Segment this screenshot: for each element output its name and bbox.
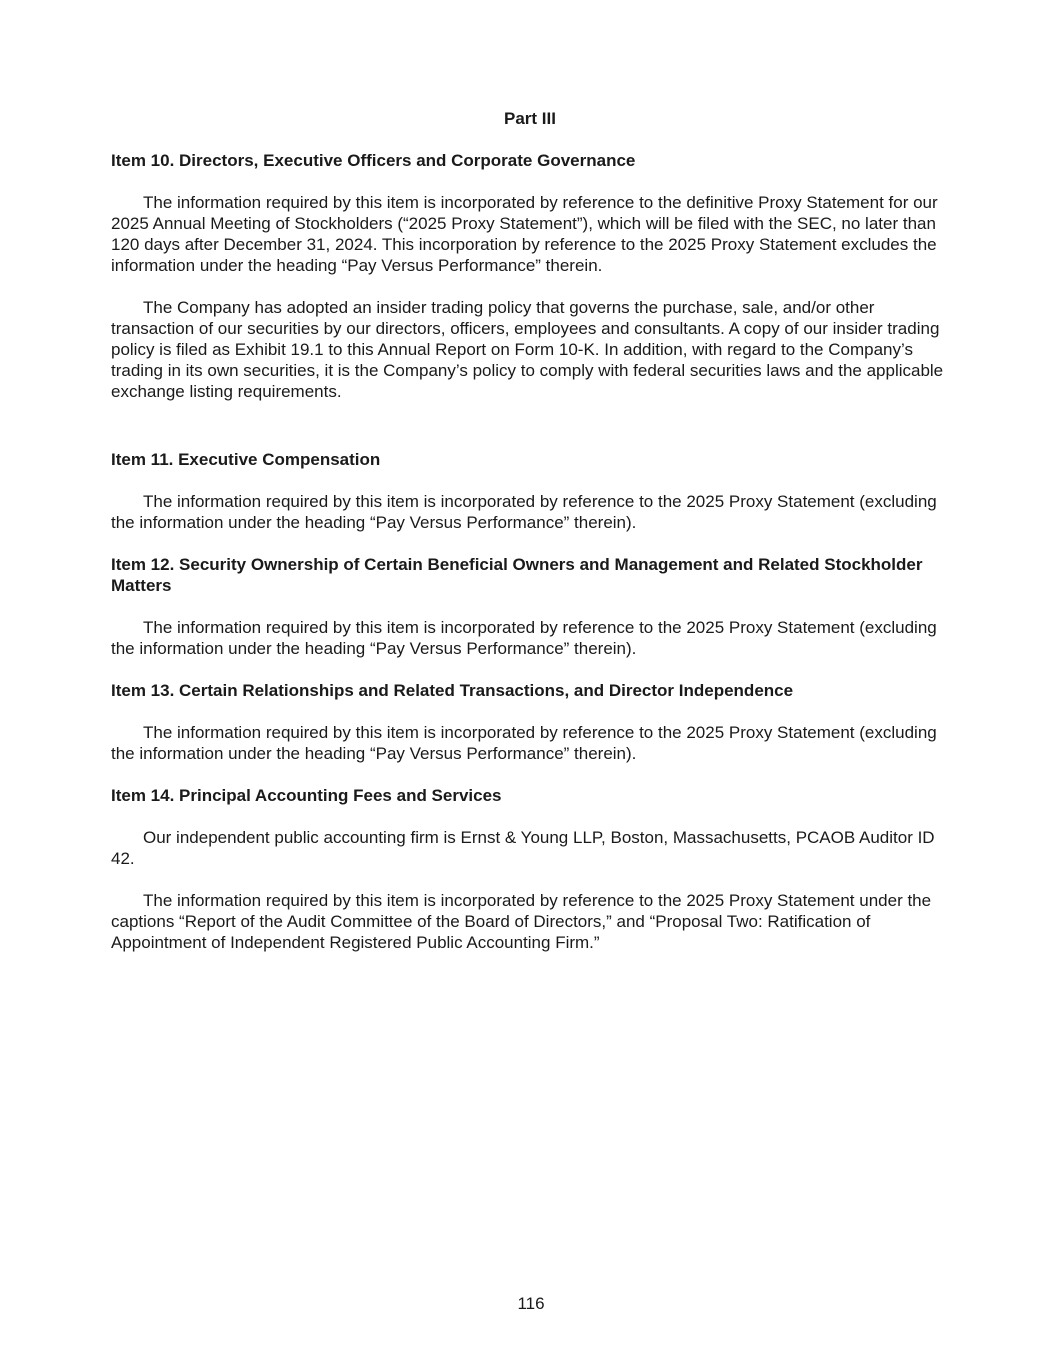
item-14-heading: Item 14. Principal Accounting Fees and Services <box>111 786 502 805</box>
item-10-paragraph-1: The information required by this item is incorporated by reference to the definitive Proxy Statement for our 2025 Annual Meeting of Stockholders (“2025 Proxy Statement”), which will be filed with the SEC, no later than 120 days after December 31, 2024. This incorporation by reference to the 2025 Proxy Statement excludes the information under the heading “Pay Versus Performance” therein. <box>111 193 938 275</box>
page-number: 116 <box>517 1294 545 1313</box>
item-11-heading: Item 11. Executive Compensation <box>111 450 381 469</box>
item-13-paragraph-1: The information required by this item is incorporated by reference to the 2025 Proxy Statement (excluding the information under the heading “Pay Versus Performance” therein). <box>111 723 937 763</box>
item-10-heading: Item 10. Directors, Executive Officers and Corporate Governance <box>111 151 636 170</box>
item-14-paragraph-1: Our independent public accounting firm is Ernst & Young LLP, Boston, Massachusetts, PCAOB Auditor ID 42. <box>111 828 935 868</box>
item-10-paragraph-2: The Company has adopted an insider trading policy that governs the purchase, sale, and/or other transaction of our securities by our directors, officers, employees and consultants. A copy of our insider trading policy is filed as Exhibit 19.1 to this Annual Report on Form 10-K. In addition, with regard to the Company’s trading in its own securities, it is the Company’s policy to comply with federal securities laws and the applicable exchange listing requirements. <box>111 298 944 401</box>
item-12-paragraph-1: The information required by this item is incorporated by reference to the 2025 Proxy Statement (excluding the information under the heading “Pay Versus Performance” therein). <box>111 618 937 658</box>
section-spacer <box>111 423 949 449</box>
document-page <box>111 108 949 974</box>
item-14-paragraph-2: The information required by this item is incorporated by reference to the 2025 Proxy Statement under the captions “Report of the Audit Committee of the Board of Directors,” and “Proposal Two: Ratification of Appointment of Independent Registered Public Accounting Firm.” <box>111 891 932 952</box>
item-11-paragraph-1: The information required by this item is incorporated by reference to the 2025 Proxy Statement (excluding the information under the heading “Pay Versus Performance” therein). <box>111 492 937 532</box>
item-13-heading: Item 13. Certain Relationships and Related Transactions, and Director Independence <box>111 681 794 700</box>
item-12-heading: Item 12. Security Ownership of Certain Beneficial Owners and Management and Related Stockholder Matters <box>111 555 923 595</box>
part-title: Part III <box>504 109 556 128</box>
